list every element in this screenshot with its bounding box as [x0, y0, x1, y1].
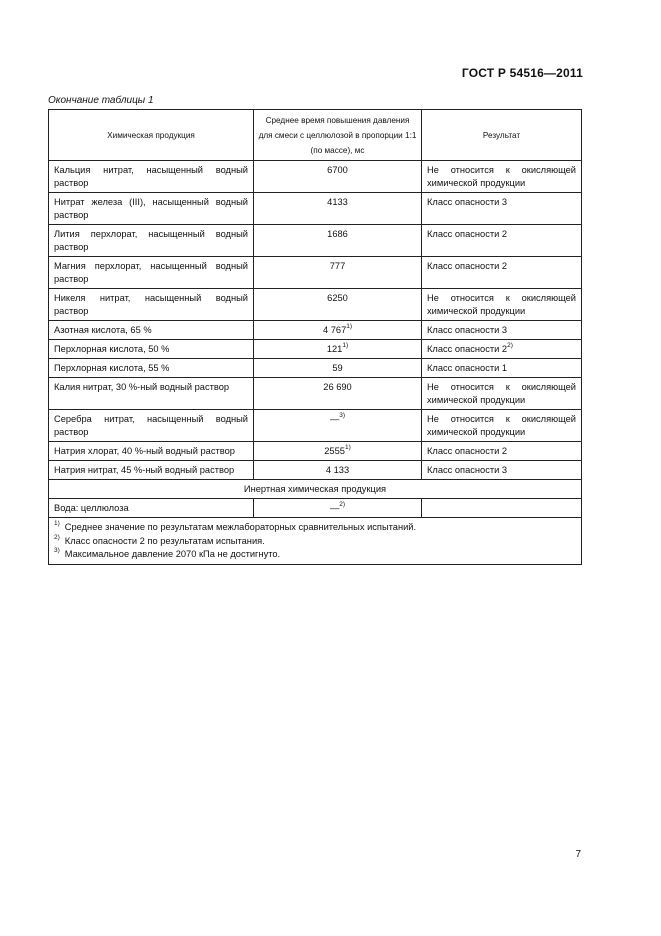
product-cell: Перхлорная кислота, 55 %	[49, 359, 254, 378]
inert-result-cell	[422, 499, 582, 518]
inert-time-value: —	[329, 503, 340, 513]
time-value: 6250	[327, 293, 348, 303]
time-cell	[254, 442, 422, 461]
inert-product-cell: Вода: целлюлоза	[49, 499, 254, 518]
footnote-mark: 2)	[54, 533, 60, 541]
result-cell	[422, 359, 582, 378]
time-value: 777	[329, 261, 346, 271]
result-cell	[422, 442, 582, 461]
result-cell	[422, 340, 582, 359]
table-row	[49, 161, 582, 193]
result-value: Класс опасности 2	[427, 446, 508, 456]
column-header-result: Результат	[422, 110, 582, 161]
result-value: Класс опасности 3	[427, 325, 508, 335]
footnote	[54, 535, 576, 549]
product-cell: Калия нитрат, 30 %-ный водный раствор	[49, 378, 254, 410]
result-value: Класс опасности 2	[427, 344, 508, 354]
product-cell: Кальция нитрат, насыщенный водный раствор	[49, 161, 254, 193]
result-value: Класс опасности 1	[427, 363, 508, 373]
table-caption: Окончание таблицы 1	[48, 95, 154, 106]
time-cell	[254, 461, 422, 480]
product-cell: Натрия хлорат, 40 %-ный водный раствор	[49, 442, 254, 461]
time-value: 59	[332, 363, 343, 373]
time-footnote-mark: 1)	[342, 342, 349, 349]
inert-time-footnote-mark: 2)	[339, 501, 346, 508]
time-footnote-mark: 1)	[346, 323, 353, 330]
result-cell	[422, 225, 582, 257]
time-value: 26 690	[323, 382, 352, 392]
time-cell	[254, 321, 422, 340]
table-row	[49, 378, 582, 410]
product-cell: Магния перхлорат, насыщенный водный раствор	[49, 257, 254, 289]
footnote-text: Максимальное давление 2070 кПа не достигнуто.	[64, 549, 281, 559]
inert-heading: Инертная химическая продукция	[49, 480, 582, 499]
time-value: —	[329, 414, 340, 424]
time-cell	[254, 257, 422, 289]
result-cell	[422, 378, 582, 410]
table-row	[49, 461, 582, 480]
time-cell	[254, 289, 422, 321]
time-footnote-mark: 3)	[339, 412, 346, 419]
table-row	[49, 410, 582, 442]
table-row	[49, 193, 582, 225]
time-cell	[254, 359, 422, 378]
time-value: 6700	[327, 165, 348, 175]
result-cell	[422, 410, 582, 442]
column-header-product: Химическая продукция	[49, 110, 254, 161]
result-cell	[422, 321, 582, 340]
time-cell	[254, 225, 422, 257]
result-value: Класс опасности 2	[427, 261, 508, 271]
result-value: Класс опасности 3	[427, 197, 508, 207]
time-value: 2555	[324, 446, 345, 456]
standard-designation: ГОСТ Р 54516—2011	[461, 66, 583, 80]
result-value: Не относится к окисляющей химической продукции	[427, 414, 576, 437]
result-value: Класс опасности 3	[427, 465, 508, 475]
result-cell	[422, 193, 582, 225]
time-value: 4 133	[325, 465, 350, 475]
table-row	[49, 289, 582, 321]
result-cell	[422, 257, 582, 289]
footnote-mark: 1)	[54, 520, 60, 527]
product-cell: Нитрат железа (III), насыщенный водный раствор	[49, 193, 254, 225]
inert-heading-row	[49, 480, 582, 499]
footnote-text: Класс опасности 2 по результатам испытания.	[64, 535, 265, 546]
footnote-mark: 3)	[54, 547, 60, 554]
table-body	[49, 161, 582, 480]
product-cell: Перхлорная кислота, 50 %	[49, 340, 254, 359]
time-cell	[254, 340, 422, 359]
footnotes-cell	[49, 518, 582, 565]
product-cell: Азотная кислота, 65 %	[49, 321, 254, 340]
result-footnote-mark: 2)	[507, 342, 513, 349]
result-cell	[422, 289, 582, 321]
footnote	[54, 548, 576, 562]
time-cell	[254, 410, 422, 442]
table-row	[49, 340, 582, 359]
footnote-text: Среднее значение по результатам межлабораторных сравнительных испытаний.	[64, 522, 417, 532]
table-row	[49, 321, 582, 340]
product-cell: Серебра нитрат, насыщенный водный раствор	[49, 410, 254, 442]
result-cell	[422, 161, 582, 193]
time-value: 121	[326, 344, 343, 354]
table-row	[49, 442, 582, 461]
product-cell: Натрия нитрат, 45 %-ный водный раствор	[49, 461, 254, 480]
notes-row	[49, 518, 582, 565]
product-cell: Никеля нитрат, насыщенный водный раствор	[49, 289, 254, 321]
time-value: 4133	[327, 197, 348, 207]
product-cell: Лития перхлорат, насыщенный водный раствор	[49, 225, 254, 257]
column-header-time: Среднее время повышения давления для смеси с целлюлозой в пропорции 1:1 (по массе), мс	[254, 110, 422, 161]
time-footnote-mark: 1)	[344, 444, 351, 451]
table-header-row	[49, 110, 582, 161]
page-number: 7	[575, 849, 581, 860]
result-value: Класс опасности 2	[427, 229, 508, 239]
results-table	[48, 109, 582, 565]
result-value: Не относится к окисляющей химической продукции	[427, 293, 576, 316]
table-row	[49, 359, 582, 378]
time-cell	[254, 161, 422, 193]
result-cell	[422, 461, 582, 480]
result-value: Не относится к окисляющей химической продукции	[427, 382, 576, 405]
time-cell	[254, 193, 422, 225]
table-row	[49, 225, 582, 257]
time-cell	[254, 378, 422, 410]
table-row	[49, 257, 582, 289]
time-value: 1686	[327, 229, 348, 239]
inert-row	[49, 499, 582, 518]
time-value: 4 767	[322, 325, 347, 335]
inert-time-cell	[254, 499, 422, 518]
result-value: Не относится к окисляющей химической продукции	[427, 165, 576, 188]
footnote	[54, 521, 576, 535]
